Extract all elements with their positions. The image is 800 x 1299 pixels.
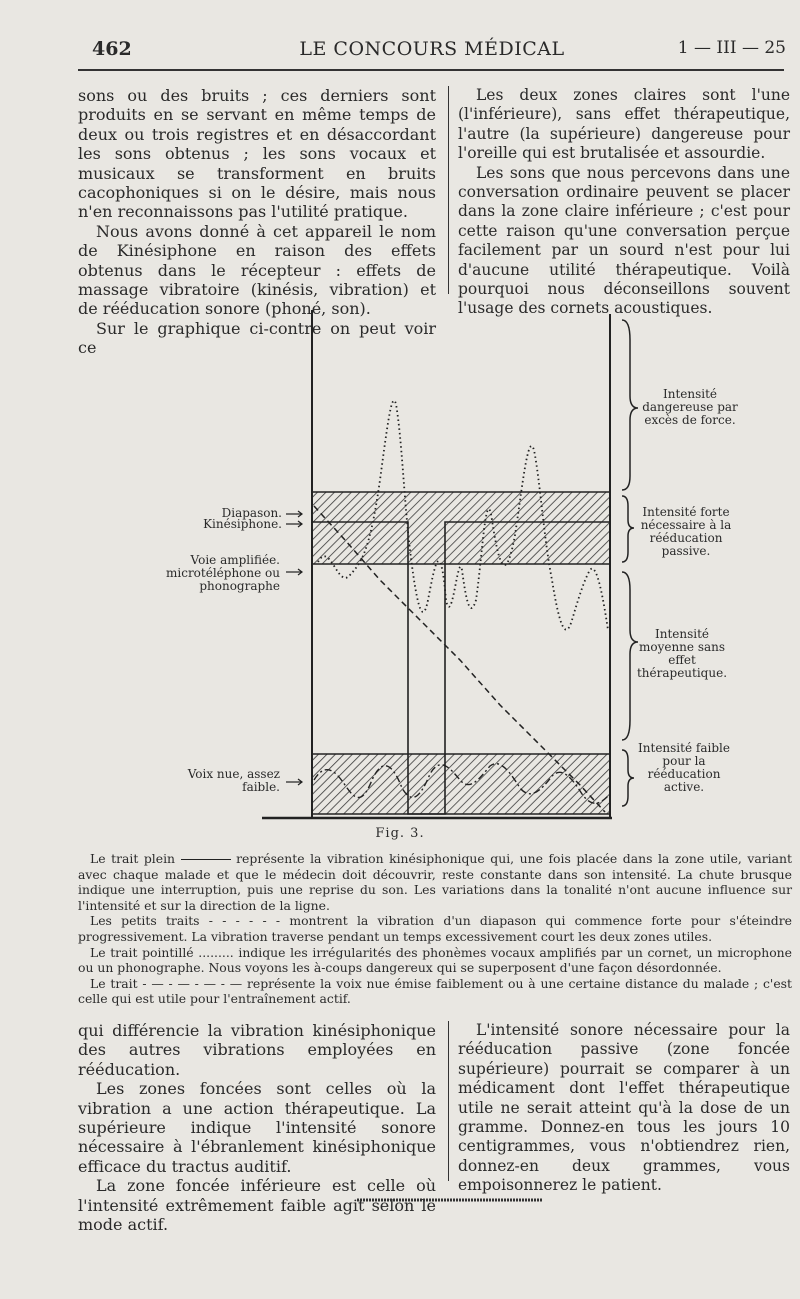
label-diapason: Diapason.: [221, 506, 282, 520]
paragraph: Sur le graphique ci-contre on peut voir ce: [78, 318, 436, 358]
paragraph: Les zones foncées sont celles où la vibration a une action thérapeutique. La supérieure indique l'intensité sonore nécessaire à l'ébranlement kinésiphonique efficace du tractus auditif.: [78, 1079, 436, 1176]
header-rule: [78, 69, 784, 71]
paragraph: sons ou des bruits ; ces derniers sont produits en se servant en même temps de deux ou trois registres et en désaccordant les sons obtenus ; les sons vocaux et musicaux se transforment en bruits cacophoniques si on le désire, mais nous n'en reconnaissons pas l'utilité pratique.: [78, 86, 436, 222]
legend-dotted: Le trait pointillé ......... indique les irrégularités des phonèmes vocaux amplifiés par un cornet, un microphone ou un phonographe. Nous voyons les à-coups dangereux qui se superposent d'une façon désordonnée.: [78, 944, 792, 976]
brace-strong: [622, 496, 634, 562]
paragraph: Les deux zones claires sont l'une (l'inférieure), sans effet thérapeutique, l'autre (la supérieure) dangereuse pour l'oreille qui est brutalisée et assourdie.: [458, 86, 790, 163]
label-dangerous-intensity: Intensité dangereuse par excès de force.: [642, 387, 738, 427]
column-right-bottom: [458, 1021, 790, 1196]
legend-solid: Le trait plein représente la vibration kinésiphonique qui, une fois placée dans la zone utile, variant avec chaque malade et que le médecin doit découvrir, reste constante dans son intensité. La chute brusque indique une interruption, puis une reprise du son. Les variations dans la tonalité n'ont aucune influence sur l'intensité et sur la direction de la ligne.: [78, 851, 792, 913]
label-amplified-voice: Voie amplifiée. microtéléphone ou phonographe: [166, 553, 280, 593]
issue-date: 1 — III — 25: [677, 38, 786, 58]
paragraph: qui différencie la vibration kinésiphonique des autres vibrations employées en rééducation.: [78, 1021, 436, 1079]
arrow-icon: [286, 511, 302, 785]
label-kinesiphone: Kinésiphone.: [203, 517, 282, 531]
label-weak-intensity: Intensité faible pour la rééducation active.: [638, 741, 730, 794]
label-medium-intensity: Intensité moyenne sans effet thérapeutique.: [636, 627, 728, 680]
end-ornament: [357, 1196, 542, 1204]
journal-title: LE CONCOURS MÉDICAL: [299, 38, 565, 60]
figure-legend: [78, 851, 792, 1007]
legend-dash-dot: Le trait - — - — - — - — représente la voix nue émise faiblement ou à une certaine distance du malade ; c'est celle qui est utile pour l'entraînement actif.: [78, 975, 792, 1007]
weak-zone: [312, 754, 610, 814]
page-header: [78, 38, 786, 66]
brace-weak: [622, 750, 634, 806]
paragraph: Nous avons donné à cet appareil le nom de Kinésiphone en raison des effets obtenus dans le récepteur : effets de massage vibratoire (kinésis, vibration) et de rééducation sonore (phoné, son).: [78, 221, 436, 319]
label-strong-intensity: Intensité forte nécessaire à la rééducation passive.: [640, 505, 732, 558]
figure-caption: Fig. 3.: [375, 826, 425, 841]
column-right-top: [458, 86, 790, 319]
column-divider: [448, 1021, 449, 1181]
brace-dangerous: [622, 320, 638, 490]
label-bare-voice: Voix nue, assez faible.: [187, 767, 280, 794]
paragraph: Les sons que nous percevons dans une conversation ordinaire peuvent se placer dans la zone claire inférieure ; c'est pour cette raison qu'une conversation perçue facilement par un sourd n'est pour lui d'aucune utilité thérapeutique. Voilà pourquoi nous déconseillons souvent l'usage des cornets acoustiques.: [458, 163, 790, 318]
paragraph: L'intensité sonore nécessaire pour la rééducation passive (zone foncée supérieure) pourrait se comparer à un médicament dont l'effet thérapeutique utile ne serait atteint qu'à la dose de un gramme. Donnez-en tous les jours 10 centigrammes, vous n'obtiendrez rien, donnez-en deux grammes, vous empoisonnerez le patient.: [458, 1021, 790, 1195]
legend-dashes: Les petits traits - - - - - - montrent la vibration d'un diapason qui commence forte pour s'éteindre progressivement. La vibration traverse pendant un temps excessivement court les deux zones utiles.: [78, 913, 792, 944]
page-number: 462: [92, 38, 132, 60]
column-divider: [448, 86, 449, 294]
paragraph: La zone foncée inférieure est celle où l'intensité extrêmement faible agit selon le mode actif.: [78, 1176, 436, 1235]
figure-3: [0, 300, 800, 840]
